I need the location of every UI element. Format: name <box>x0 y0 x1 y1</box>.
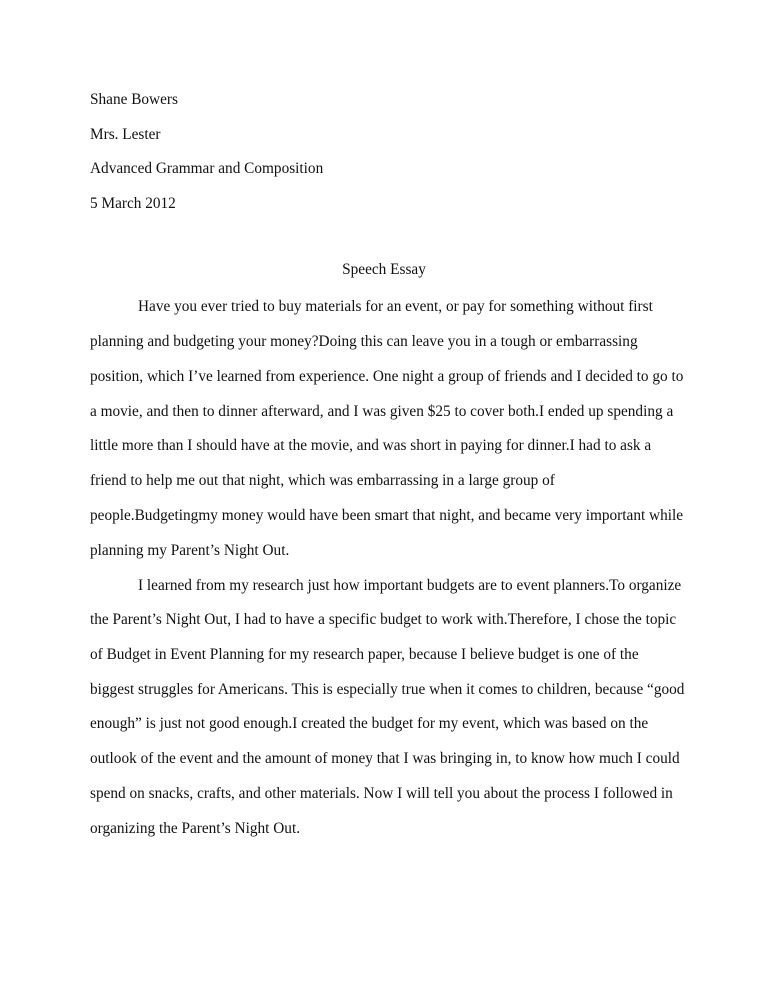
paragraph-2-line-6: outlook of the event and the amount of money that I was bringing in, to know how much I could <box>90 750 680 767</box>
paragraph-2-line-2: the Parent’s Night Out, I had to have a specific budget to work with.Therefore, I chose the topic <box>90 611 677 628</box>
paragraph-2-line-1: I learned from my research just how important budgets are to event planners.To organize <box>138 577 682 594</box>
document-date: 5 March 2012 <box>90 195 176 212</box>
instructor-name: Mrs. Lester <box>90 126 161 143</box>
paragraph-1-line-1: Have you ever tried to buy materials for an event, or pay for something without first <box>138 298 653 315</box>
paragraph-1-line-8: planning my Parent’s Night Out. <box>90 542 290 559</box>
paragraph-1-line-6: friend to help me out that night, which was embarrassing in a large group of <box>90 472 555 489</box>
paragraph-1-line-5: little more than I should have at the movie, and was short in paying for dinner.I had to ask a <box>90 437 652 454</box>
paragraph-2-line-7: spend on snacks, crafts, and other materials. Now I will tell you about the process I followed in <box>90 785 673 802</box>
paragraph-2-line-4: biggest struggles for Americans. This is especially true when it comes to children, because “good <box>90 681 685 698</box>
paragraph-1-line-2: planning and budgeting your money?Doing this can leave you in a tough or embarrassing <box>90 333 638 350</box>
paragraph-1-line-3: position, which I’ve learned from experience. One night a group of friends and I decided to go to <box>90 368 684 385</box>
paragraph-1-line-7: people.Budgetingmy money would have been smart that night, and became very important while <box>90 507 684 524</box>
paragraph-2-line-5: enough” is just not good enough.I created the budget for my event, which was based on the <box>90 715 649 732</box>
author-name: Shane Bowers <box>90 91 178 108</box>
essay-title: Speech Essay <box>342 261 426 278</box>
paragraph-2-line-3: of Budget in Event Planning for my research paper, because I believe budget is one of the <box>90 646 639 663</box>
paragraph-1-line-4: a movie, and then to dinner afterward, and I was given $25 to cover both.I ended up spending a <box>90 403 674 420</box>
course-name: Advanced Grammar and Composition <box>90 160 324 177</box>
paragraph-2-line-8: organizing the Parent’s Night Out. <box>90 820 301 837</box>
